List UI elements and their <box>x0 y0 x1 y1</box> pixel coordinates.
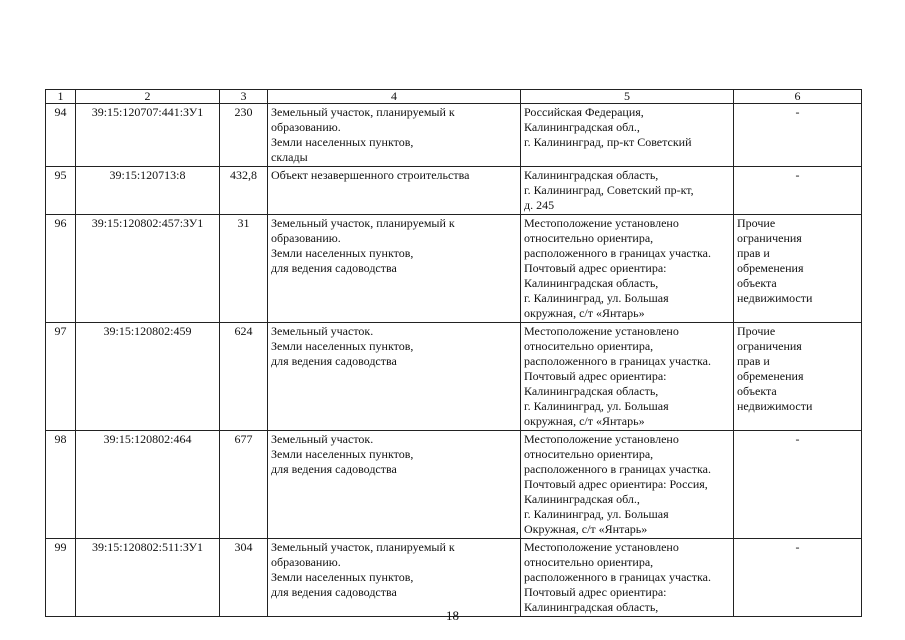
address-line: Калининградская область, <box>524 168 659 182</box>
restrictions <box>734 431 862 539</box>
restriction-line: ограничения <box>737 231 802 245</box>
address-line: Калининградская обл., <box>524 492 640 506</box>
object-description <box>268 167 521 215</box>
address-line: Окружная, с/т «Янтарь» <box>524 522 648 536</box>
restriction-line: прав и <box>737 354 770 368</box>
cadastral-number: 39:15:120802:459 <box>76 323 220 431</box>
address-line: относительно ориентира, <box>524 231 654 245</box>
description-line: Земли населенных пунктов, <box>271 246 414 260</box>
restrictions <box>734 215 862 323</box>
address-line: Калининградская область, <box>524 384 659 398</box>
restriction-line: - <box>795 432 800 446</box>
restrictions <box>734 323 862 431</box>
address-line: д. 245 <box>524 198 555 212</box>
restriction-line: недвижимости <box>737 291 813 305</box>
row-number: 99 <box>46 539 76 617</box>
restriction-line: - <box>795 105 800 119</box>
area-value: 677 <box>220 431 268 539</box>
description-line: Земельный участок. <box>271 432 374 446</box>
description-line: Земли населенных пунктов, <box>271 447 414 461</box>
description-line: Объект незавершенного строительства <box>271 168 470 182</box>
object-address <box>521 104 734 167</box>
address-line: г. Калининград, ул. Большая <box>524 399 669 413</box>
address-line: окружная, с/т «Янтарь» <box>524 306 645 320</box>
object-address <box>521 539 734 617</box>
table-row <box>46 431 862 539</box>
address-line: Местоположение установлено <box>524 324 679 338</box>
address-line: относительно ориентира, <box>524 339 654 353</box>
row-number: 95 <box>46 167 76 215</box>
cadastral-number: 39:15:120707:441:ЗУ1 <box>76 104 220 167</box>
restrictions <box>734 539 862 617</box>
cadastral-number: 39:15:120802:464 <box>76 431 220 539</box>
address-line: Почтовый адрес ориентира: <box>524 369 667 383</box>
area-value: 31 <box>220 215 268 323</box>
area-value: 230 <box>220 104 268 167</box>
cadastral-number: 39:15:120713:8 <box>76 167 220 215</box>
description-line: Земли населенных пунктов, <box>271 339 414 353</box>
object-address <box>521 323 734 431</box>
description-line: образованию. <box>271 120 341 134</box>
table-row <box>46 104 862 167</box>
description-line: образованию. <box>271 555 341 569</box>
restrictions <box>734 104 862 167</box>
description-line: склады <box>271 150 308 164</box>
table-row <box>46 215 862 323</box>
area-value: 624 <box>220 323 268 431</box>
restriction-line: обременения <box>737 261 804 275</box>
restriction-line: прав и <box>737 246 770 260</box>
description-line: образованию. <box>271 231 341 245</box>
description-line: Земельный участок, планируемый к <box>271 216 455 230</box>
column-header: 3 <box>220 90 268 104</box>
object-description <box>268 539 521 617</box>
object-description <box>268 323 521 431</box>
restriction-line: объекта <box>737 276 777 290</box>
address-line: расположенного в границах участка. <box>524 354 711 368</box>
object-address <box>521 215 734 323</box>
table-row <box>46 323 862 431</box>
cadastral-number: 39:15:120802:511:ЗУ1 <box>76 539 220 617</box>
address-line: расположенного в границах участка. <box>524 246 711 260</box>
description-line: Земли населенных пунктов, <box>271 135 414 149</box>
address-line: относительно ориентира, <box>524 447 654 461</box>
row-number: 97 <box>46 323 76 431</box>
object-address <box>521 167 734 215</box>
restriction-line: обременения <box>737 369 804 383</box>
row-number: 96 <box>46 215 76 323</box>
object-description <box>268 215 521 323</box>
description-line: Земельный участок, планируемый к <box>271 105 455 119</box>
address-line: Почтовый адрес ориентира: Россия, <box>524 477 708 491</box>
description-line: для ведения садоводства <box>271 354 397 368</box>
object-description <box>268 431 521 539</box>
address-line: расположенного в границах участка. <box>524 570 711 584</box>
restriction-line: - <box>795 540 800 554</box>
address-line: Российская Федерация, <box>524 105 644 119</box>
address-line: Местоположение установлено <box>524 540 679 554</box>
row-number: 94 <box>46 104 76 167</box>
address-line: г. Калининград, ул. Большая <box>524 507 669 521</box>
description-line: для ведения садоводства <box>271 261 397 275</box>
table-row <box>46 539 862 617</box>
address-line: Почтовый адрес ориентира: <box>524 585 667 599</box>
property-table <box>45 89 862 617</box>
address-line: Калининградская обл., <box>524 120 640 134</box>
page-number: 18 <box>446 608 459 623</box>
address-line: Калининградская область, <box>524 600 659 614</box>
row-number: 98 <box>46 431 76 539</box>
area-value: 304 <box>220 539 268 617</box>
description-line: Земельный участок, планируемый к <box>271 540 455 554</box>
address-line: Местоположение установлено <box>524 216 679 230</box>
address-line: расположенного в границах участка. <box>524 462 711 476</box>
restriction-line: ограничения <box>737 339 802 353</box>
cadastral-number: 39:15:120802:457:ЗУ1 <box>76 215 220 323</box>
restriction-line: Прочие <box>737 216 776 230</box>
address-line: Почтовый адрес ориентира: <box>524 261 667 275</box>
address-line: относительно ориентира, <box>524 555 654 569</box>
address-line: г. Калининград, пр-кт Советский <box>524 135 692 149</box>
address-line: Калининградская область, <box>524 276 659 290</box>
restriction-line: Прочие <box>737 324 776 338</box>
address-line: Местоположение установлено <box>524 432 679 446</box>
description-line: Земельный участок. <box>271 324 374 338</box>
column-header: 2 <box>76 90 220 104</box>
column-header: 6 <box>734 90 862 104</box>
header-row <box>46 90 862 104</box>
restriction-line: недвижимости <box>737 399 813 413</box>
address-line: г. Калининград, Советский пр-кт, <box>524 183 694 197</box>
restriction-line: - <box>795 168 800 182</box>
column-header: 1 <box>46 90 76 104</box>
address-line: г. Калининград, ул. Большая <box>524 291 669 305</box>
restrictions <box>734 167 862 215</box>
object-description <box>268 104 521 167</box>
object-address <box>521 431 734 539</box>
address-line: окружная, с/т «Янтарь» <box>524 414 645 428</box>
description-line: для ведения садоводства <box>271 462 397 476</box>
description-line: Земли населенных пунктов, <box>271 570 414 584</box>
column-header: 5 <box>521 90 734 104</box>
description-line: для ведения садоводства <box>271 585 397 599</box>
table-row <box>46 167 862 215</box>
area-value: 432,8 <box>220 167 268 215</box>
restriction-line: объекта <box>737 384 777 398</box>
column-header: 4 <box>268 90 521 104</box>
